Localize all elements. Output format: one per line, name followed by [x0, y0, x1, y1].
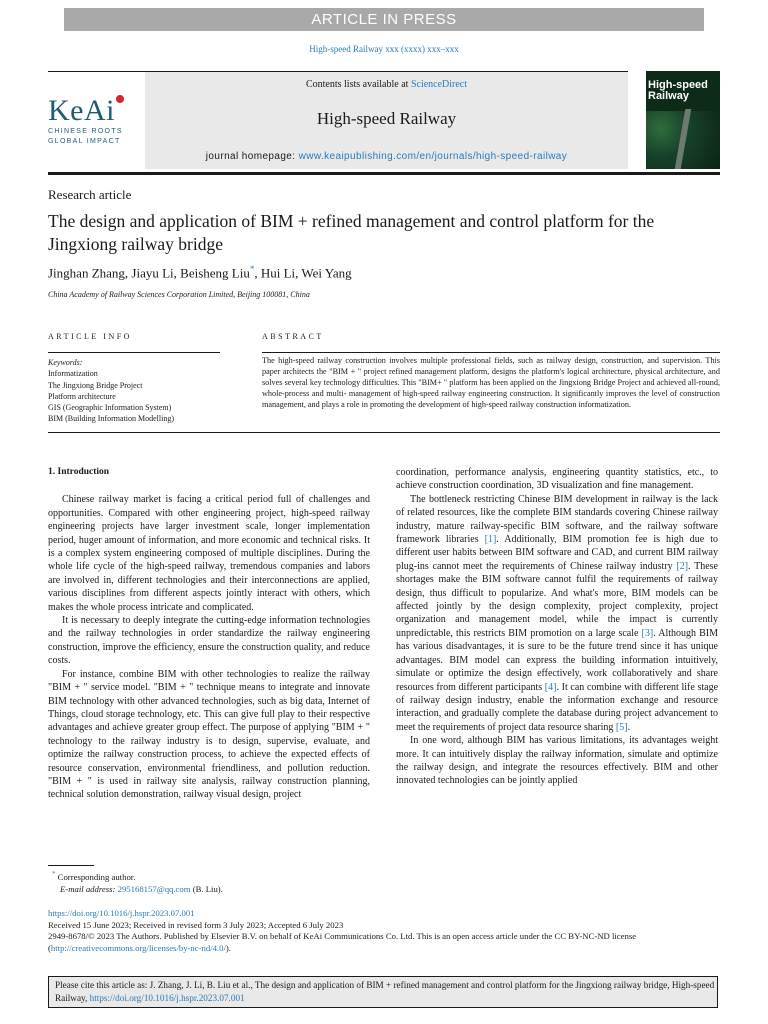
journal-cover-image[interactable]: [646, 71, 720, 169]
article-dates: Received 15 June 2023; Received in revised form 3 July 2023; Accepted 6 July 2023: [48, 919, 344, 930]
logo-tagline-1: CHINESE ROOTS: [48, 128, 123, 135]
keywords-list: [48, 357, 220, 425]
footnote-marker: *: [52, 870, 56, 878]
sciencedirect-link[interactable]: ScienceDirect: [410, 79, 468, 90]
footnote: [52, 868, 223, 895]
journal-reference-link[interactable]: High-speed Railway xxx (xxxx) xxx–xxx: [309, 44, 459, 54]
text-run: . It can combine with different life stage of railway design industry, enable the information exchange and resource interaction, and gradually complete the database during project advancement to meet the requirements of project data resource sharing: [396, 681, 719, 733]
text-run: . These shortages make the BIM software cannot fulfil the requirements of railway design, thus difficult to popularize. And what's more, BIM models can be affected jointly by the design complexity, project complexity, project organization and management model, while the impact is currently unpredictable, this restricts BIM promotion on a large scale: [396, 560, 718, 639]
logo-tagline-2: GLOBAL IMPACT: [48, 138, 121, 145]
paragraph: It is necessary to deeply integrate the cutting-edge information technologies and the railway technologies in order standardize the railway engineering construction, improve the efficiency, ensure the construction quality, and reduce costs.: [48, 615, 370, 667]
keyword-item: The Jingxiong Bridge Project: [48, 380, 143, 390]
email-link[interactable]: 295168157@qq.com: [117, 883, 191, 894]
footnote-rule: [48, 865, 94, 866]
citation-doi-link[interactable]: https://doi.org/10.1016/j.hspr.2023.07.001: [89, 993, 245, 1003]
contents-lists: [145, 79, 628, 90]
body-column-right: [396, 466, 718, 788]
corresponding-author-marker[interactable]: *: [249, 264, 255, 274]
footnote-email: [52, 883, 223, 895]
homepage-prefix: journal homepage:: [205, 151, 299, 162]
article-in-press-banner: ARTICLE IN PRESS: [64, 8, 704, 31]
section-heading-introduction: 1. Introduction: [48, 467, 110, 477]
keywords-label: Keywords:: [48, 358, 83, 367]
paragraph: For instance, combine BIM with other technologies to realize the railway "BIM + " service model. "BIM + " technique means to integrate and innovate BIM technology with other advanced technologies, such as big data, Internet of Things, cloud storage technology, etc. This can give full play to their respective advantages and achieve greater group effect. The purpose of applying "BIM + " technology to the railway industry is to design, supervise, evaluate, and optimize the railway construction process, to achieve the expected effects of resource conservation, environmental friendliness, and pollution reduction. "BIM + " is used in railway site analysis, railway construction planning, technical solution demonstration, railway visual design, project: [48, 668, 370, 801]
citation-box: [48, 976, 718, 1008]
body-column-left: [48, 466, 370, 802]
journal-homepage: [145, 151, 628, 162]
keyword-item: GIS (Geographic Information System): [48, 403, 172, 413]
article-info-heading: ARTICLE INFO: [48, 332, 132, 341]
license-statement: 2949-8678/© 2023 The Authors. Published by Elsevier B.V. on behalf of KeAi Communications Co. Ltd. This is an open access article under the CC BY-NC-ND license: [48, 931, 637, 942]
publication-info: [48, 908, 720, 955]
paragraph: Chinese railway market is facing a critical period full of challenges and opportunities. Compared with other engineering project, high-speed railway engineering projects have larger investment scale, longer implementation period, huger amount of information, and more economic and technical risks. It is a complex system engineering composed of multiple disciplines. During the whole life cycle of the high-speed railway, tremendous companies and labors are involved in, different technologies and their interconnections are applied, various disciplines from different aspects jointly interact with others, which makes the whole process intricate and complicated.: [48, 494, 370, 613]
keai-logo: [48, 96, 148, 146]
affiliation: China Academy of Railway Sciences Corporation Limited, Beijing 100081, China: [48, 290, 310, 299]
email-suffix: (B. Liu).: [190, 883, 223, 894]
homepage-link[interactable]: www.keaipublishing.com/en/journals/high-speed-railway: [298, 151, 568, 162]
article-type: Research article: [48, 187, 132, 202]
paragraph: In one word, although BIM has various limitations, its advantages weight more. It can intuitively display the railway information, simulate and optimize the railway design, and integrate the resources effectively. BIM and other innovated technologies can be jointly applied: [396, 735, 718, 787]
author-list: [48, 264, 352, 281]
abstract-rule: [262, 352, 720, 353]
logo-word: KeAi: [48, 94, 115, 127]
email-label: E-mail address:: [60, 883, 118, 894]
article-info-rule: [48, 352, 220, 353]
abstract-bottom-rule: [48, 432, 720, 433]
footnote-corresponding: [52, 868, 223, 883]
license-link[interactable]: http://creativecommons.org/licenses/by-nc-nd/4.0/: [50, 943, 226, 954]
paragraph: [396, 493, 718, 734]
footnote-text: Corresponding author.: [57, 871, 136, 882]
authors-first: Jinghan Zhang, Jiayu Li, Beisheng Liu: [48, 265, 250, 281]
cover-title: High-speed Railway: [648, 79, 708, 102]
contents-prefix: Contents lists available at: [305, 79, 411, 90]
citation-text: Please cite this article as: J. Zhang, J. Li, B. Liu et al., The design and application of BIM + refined management and control platform for the Jingxiong railway bridge, High-speed Railway,: [55, 980, 715, 1003]
text-run: . Although BIM has various disadvantages, it is sure to be the future trend since it has unique advantages. BIM model can express the building information intuitively, simulate or optimize the design effectively, work collaboratively and share resources from different participants: [396, 627, 718, 693]
citation-link[interactable]: [2]: [676, 560, 689, 572]
paragraph: coordination, performance analysis, engineering quantity statistics, etc., to achieve construction coordination, 3D visualization and fine management.: [396, 467, 718, 492]
license-link-line: (http://creativecommons.org/licenses/by-nc-nd/4.0/).: [48, 943, 231, 954]
text-run: . Additionally, BIM promotion fee is high due to different user habits between BIM software and CAD, and current BIM railway plug-ins cannot meet the requirements of Chinese railway industry: [396, 534, 719, 572]
text-run: .: [627, 721, 631, 733]
license-close: ).: [225, 943, 231, 954]
keyword-item: Informatization: [48, 369, 98, 379]
authors-rest: , Hui Li, Wei Yang: [254, 265, 352, 281]
citation-link[interactable]: [4]: [544, 681, 557, 693]
article-title: The design and application of BIM + refined management and control platform for the Jingxiong railway bridge: [48, 211, 655, 254]
doi-link[interactable]: https://doi.org/10.1016/j.hspr.2023.07.001: [48, 908, 195, 918]
citation-link[interactable]: [5]: [615, 721, 628, 733]
abstract-text: The high-speed railway construction involves multiple professional fields, such as railway design, construction, and supervision. This paper architects the "BIM + " project refined management platform, designs the platform's logical architecture, physical architecture, and solves several key technology difficulties. This "BIM+ " platform has been applied on the Jingxiong Bridge Project and achieved all-round, whole-process and multi- management of high-speed railway engineering construction. It significantly improves the level of construction management, and plays a role in promoting the development of high-speed railway construction informatization.: [262, 356, 720, 410]
keyword-item: Platform architecture: [48, 391, 116, 401]
logo-dot-icon: [116, 95, 124, 103]
abstract-heading: ABSTRACT: [262, 332, 324, 341]
text-run: The bottleneck restricting Chinese BIM development in railway is the lack of related resources, like the complete BIM standards covering Chinese railway industry, mature railway-specific BIM software, and the railway software framework libraries: [396, 493, 718, 546]
keyword-item: BIM (Building Information Modelling): [48, 414, 174, 424]
citation-link[interactable]: [1]: [484, 534, 497, 546]
citation-link[interactable]: [3]: [641, 627, 654, 639]
header-bottom-rule: [48, 172, 720, 175]
journal-title: High-speed Railway: [316, 109, 457, 128]
